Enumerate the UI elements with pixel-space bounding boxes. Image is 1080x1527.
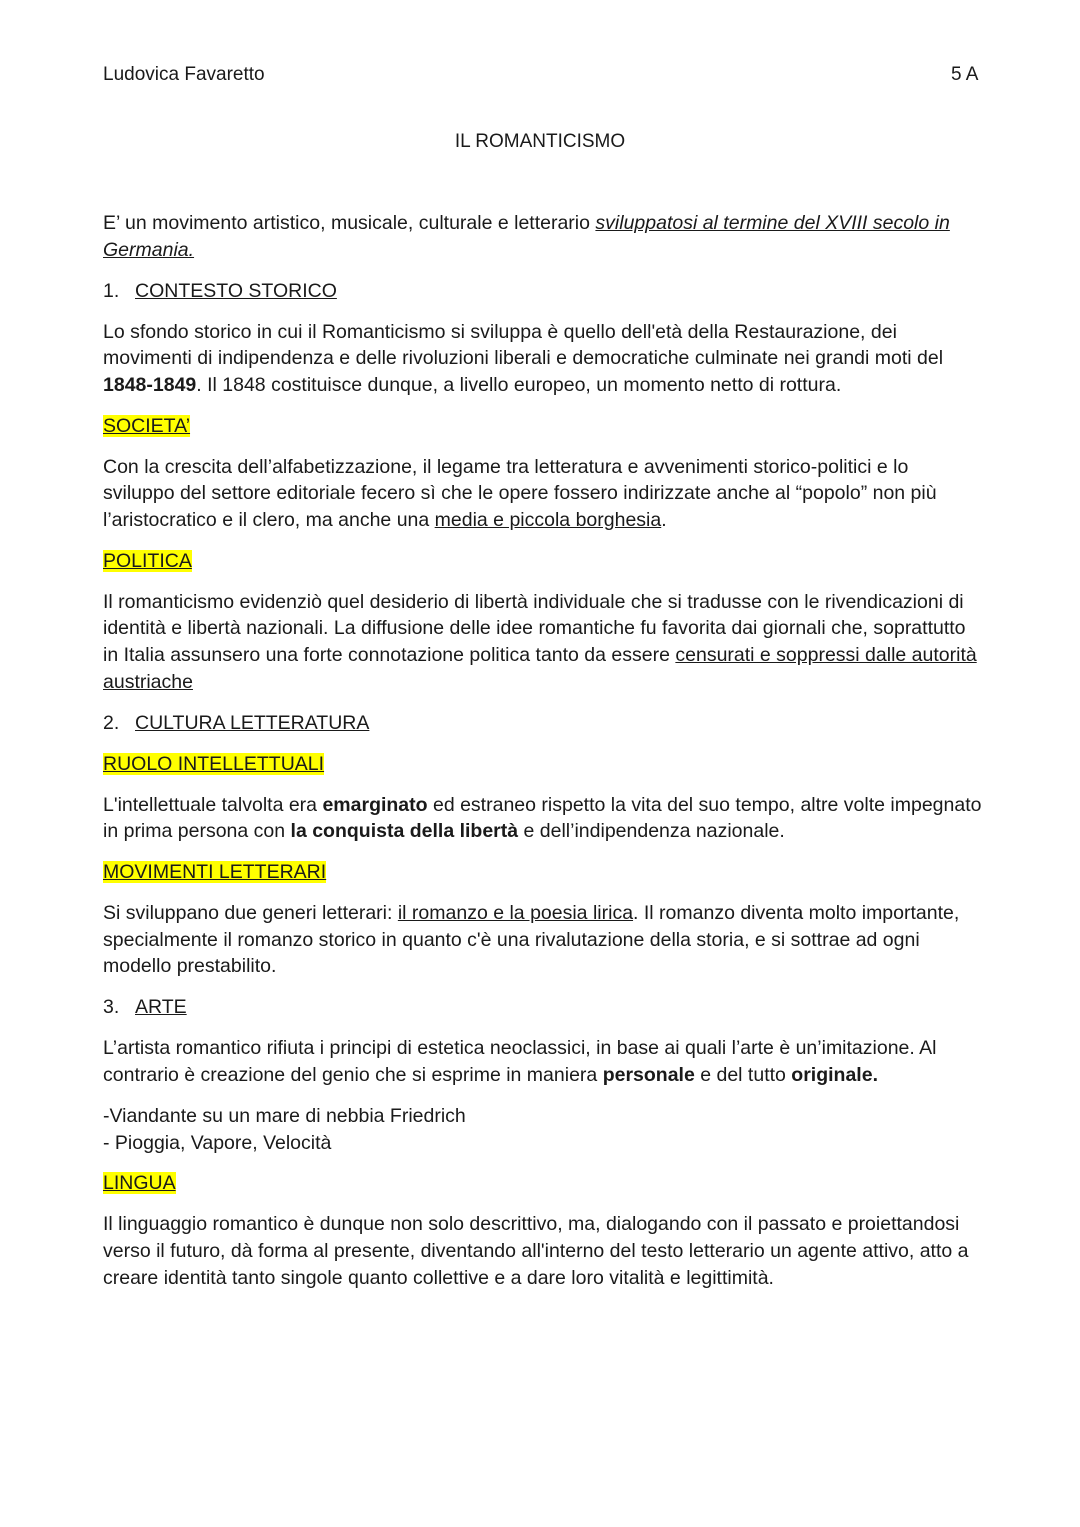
page-title: IL ROMANTICISMO [454, 131, 626, 152]
artwork-item: -Viandante su un mare di nebbia Friedrich [103, 1104, 466, 1127]
subheading-ruolo: RUOLO INTELLETTUALI [103, 752, 325, 775]
intro-paragraph: E’ un movimento artistico, musicale, culturale e letterario sviluppatosi al termine del XVIII secolo in Germania. [103, 212, 950, 261]
subheading-societa: SOCIETA’ [103, 414, 191, 437]
section-heading-contesto: 1. CONTESTO STORICO [103, 279, 337, 302]
intro-emphasis: sviluppatosi al termine del XVIII secolo in Germania. [103, 212, 950, 261]
artwork-item: - Pioggia, Vapore, Velocità [103, 1131, 332, 1154]
document-body [103, 210, 983, 1306]
politica-paragraph: Il romanticismo evidenziò quel desiderio di libertà individuale che si tradusse con le rivendicazioni di identità e libertà nazionali. La diffusione delle idee romantiche fu favorita dai giornali che, soprattutto in Italia assunsero una forte connotazione politica tanto da essere censurati e soppressi dalle autorità austriache [103, 590, 977, 693]
subheading-lingua: LINGUA [103, 1172, 176, 1195]
movimenti-paragraph: Si sviluppano due generi letterari: il romanzo e la poesia lirica. Il romanzo diventa molto importante, specialmente il romanzo storico in quanto c'è una rivalutazione della storia, e si sottrae ad ogni modello prestabilito. [103, 902, 960, 978]
subheading-politica: POLITICA [103, 549, 192, 572]
artworks-list [103, 1103, 983, 1156]
section-heading-arte: 3. ARTE [103, 996, 187, 1019]
lingua-paragraph: Il linguaggio romantico è dunque non solo descrittivo, ma, dialogando con il passato e proiettandosi verso il futuro, dà forma al presente, diventando all'interno del testo letterario un agente attivo, atto a creare identità tanto singole quanto collettive e a dare loro vitalità e legittimità. [103, 1213, 969, 1289]
section-heading-cultura: 2. CULTURA LETTERATURA [103, 711, 370, 734]
author-name: Ludovica Favaretto [103, 64, 265, 85]
contesto-paragraph: Lo sfondo storico in cui il Romanticismo si sviluppa è quello dell'età della Restaurazione, dei movimenti di indipendenza e delle rivoluzioni liberali e democratiche culminate nei grandi moti del 1848-1849. Il 1848 costituisce dunque, a livello europeo, un momento netto di rottura. [103, 320, 944, 396]
societa-paragraph: Con la crescita dell’alfabetizzazione, il legame tra letteratura e avvenimenti storico-politici e lo sviluppo del settore editoriale fecero sì che le opere fossero indirizzate anche al “popolo” non più l’aristocratico e il clero, ma anche una media e piccola borghesia. [103, 455, 937, 531]
arte-paragraph: L’artista romantico rifiuta i principi di estetica neoclassici, in base ai quali l’arte è un’imitazione. Al contrario è creazione del genio che si esprime in maniera personale e del tutto originale. [103, 1037, 937, 1086]
ruolo-paragraph: L'intellettuale talvolta era emarginato ed estraneo rispetto la vita del suo tempo, altre volte impegnato in prima persona con la conquista della libertà e dell’indipendenza nazionale. [103, 793, 982, 843]
subheading-movimenti: MOVIMENTI LETTERARI [103, 861, 327, 884]
class-label: 5 A [951, 64, 979, 85]
